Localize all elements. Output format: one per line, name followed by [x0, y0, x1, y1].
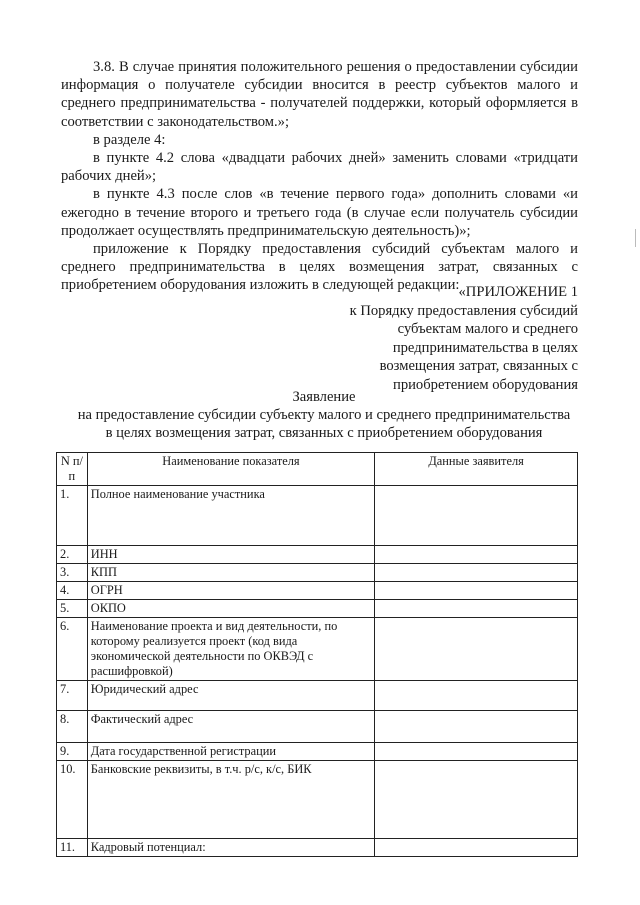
- form-title: [40, 388, 608, 443]
- row-label: Полное наименование участника: [87, 486, 374, 546]
- row-value[interactable]: [375, 564, 578, 582]
- row-value[interactable]: [375, 743, 578, 761]
- row-label: Банковские реквизиты, в т.ч. р/с, к/с, БИК: [87, 761, 374, 839]
- table-row: [57, 743, 578, 761]
- row-value[interactable]: [375, 582, 578, 600]
- paragraph-section-4: в разделе 4:: [93, 131, 166, 148]
- paragraph-item-4-2: в пункте 4.2 слова «двадцати рабочих дней» заменить словами «тридцати рабочих дней»;: [61, 150, 578, 185]
- scan-artifact: [635, 229, 636, 247]
- form-title-line: на предоставление субсидии субъекту малого и среднего предпринимательства: [77, 407, 571, 424]
- paragraph-3-8: 3.8. В случае принятия положительного решения о предоставлении субсидии информация о получателе субсидии вносится в реестр субъектов малого и среднего предпринимательства - получателей поддержки, который оформляется в соответствии с законодательством.»;: [61, 59, 578, 130]
- application-table: [56, 452, 578, 857]
- table-row: [57, 582, 578, 600]
- paragraph-item-4-3: в пункте 4.3 после слов «в течение первого года» дополнить словами «и ежегодно в течение второго и третьего года (в случае если получатель субсидии продолжает осуществлять предпринимательскую деятельность)»;: [61, 186, 578, 239]
- row-number: 7.: [57, 681, 88, 711]
- row-number: 4.: [57, 582, 88, 600]
- row-value[interactable]: [375, 618, 578, 681]
- row-label: КПП: [87, 564, 374, 582]
- row-number: 3.: [57, 564, 88, 582]
- row-number: 1.: [57, 486, 88, 546]
- appendix-header-line: к Порядку предоставления субсидий: [349, 302, 578, 319]
- table-header-row: [57, 453, 578, 486]
- row-number: 8.: [57, 711, 88, 743]
- row-label: Наименование проекта и вид деятельности, по которому реализуется проект (код вида экономической деятельности по ОКВЭД с расшифровкой): [87, 618, 374, 681]
- row-number: 9.: [57, 743, 88, 761]
- row-value[interactable]: [375, 711, 578, 743]
- row-value[interactable]: [375, 600, 578, 618]
- row-value[interactable]: [375, 761, 578, 839]
- table-row: [57, 618, 578, 681]
- form-title-line: Заявление: [292, 389, 356, 405]
- appendix-header-line: приобретением оборудования: [393, 376, 578, 393]
- table-row: [57, 564, 578, 582]
- appendix-header-line: предпринимательства в целях: [392, 339, 578, 356]
- header-number: N п/п: [57, 453, 88, 486]
- appendix-header-line: «ПРИЛОЖЕНИЕ 1: [458, 284, 578, 300]
- row-number: 2.: [57, 546, 88, 564]
- row-label: Фактический адрес: [87, 711, 374, 743]
- row-number: 5.: [57, 600, 88, 618]
- appendix-header-line: субъектам малого и среднего: [397, 321, 578, 338]
- body-text: [61, 58, 578, 295]
- table-row: [57, 761, 578, 839]
- row-value[interactable]: [375, 839, 578, 857]
- paragraph-appendix-intro: приложение к Порядку предоставления субсидий субъектам малого и среднего предпринимательства в целях возмещения затрат, связанных с приобретением оборудования изложить в следующей редакции:: [61, 241, 578, 294]
- row-value[interactable]: [375, 681, 578, 711]
- row-label: ОКПО: [87, 600, 374, 618]
- row-number: 6.: [57, 618, 88, 681]
- header-applicant-data: Данные заявителя: [375, 453, 578, 486]
- header-indicator: Наименование показателя: [87, 453, 374, 486]
- row-label: Юридический адрес: [87, 681, 374, 711]
- table-row: [57, 839, 578, 857]
- row-label: Дата государственной регистрации: [87, 743, 374, 761]
- row-value[interactable]: [375, 486, 578, 546]
- table-row: [57, 546, 578, 564]
- row-number: 11.: [57, 839, 88, 857]
- row-label: Кадровый потенциал:: [87, 839, 374, 857]
- row-number: 10.: [57, 761, 88, 839]
- table-row: [57, 600, 578, 618]
- table-row: [57, 681, 578, 711]
- row-label: ИНН: [87, 546, 374, 564]
- row-value[interactable]: [375, 546, 578, 564]
- appendix-header-line: возмещения затрат, связанных с: [379, 358, 578, 375]
- appendix-header: [350, 283, 578, 395]
- row-label: ОГРН: [87, 582, 374, 600]
- table-row: [57, 486, 578, 546]
- table-row: [57, 711, 578, 743]
- form-title-line: в целях возмещения затрат, связанных с приобретением оборудования: [105, 425, 543, 442]
